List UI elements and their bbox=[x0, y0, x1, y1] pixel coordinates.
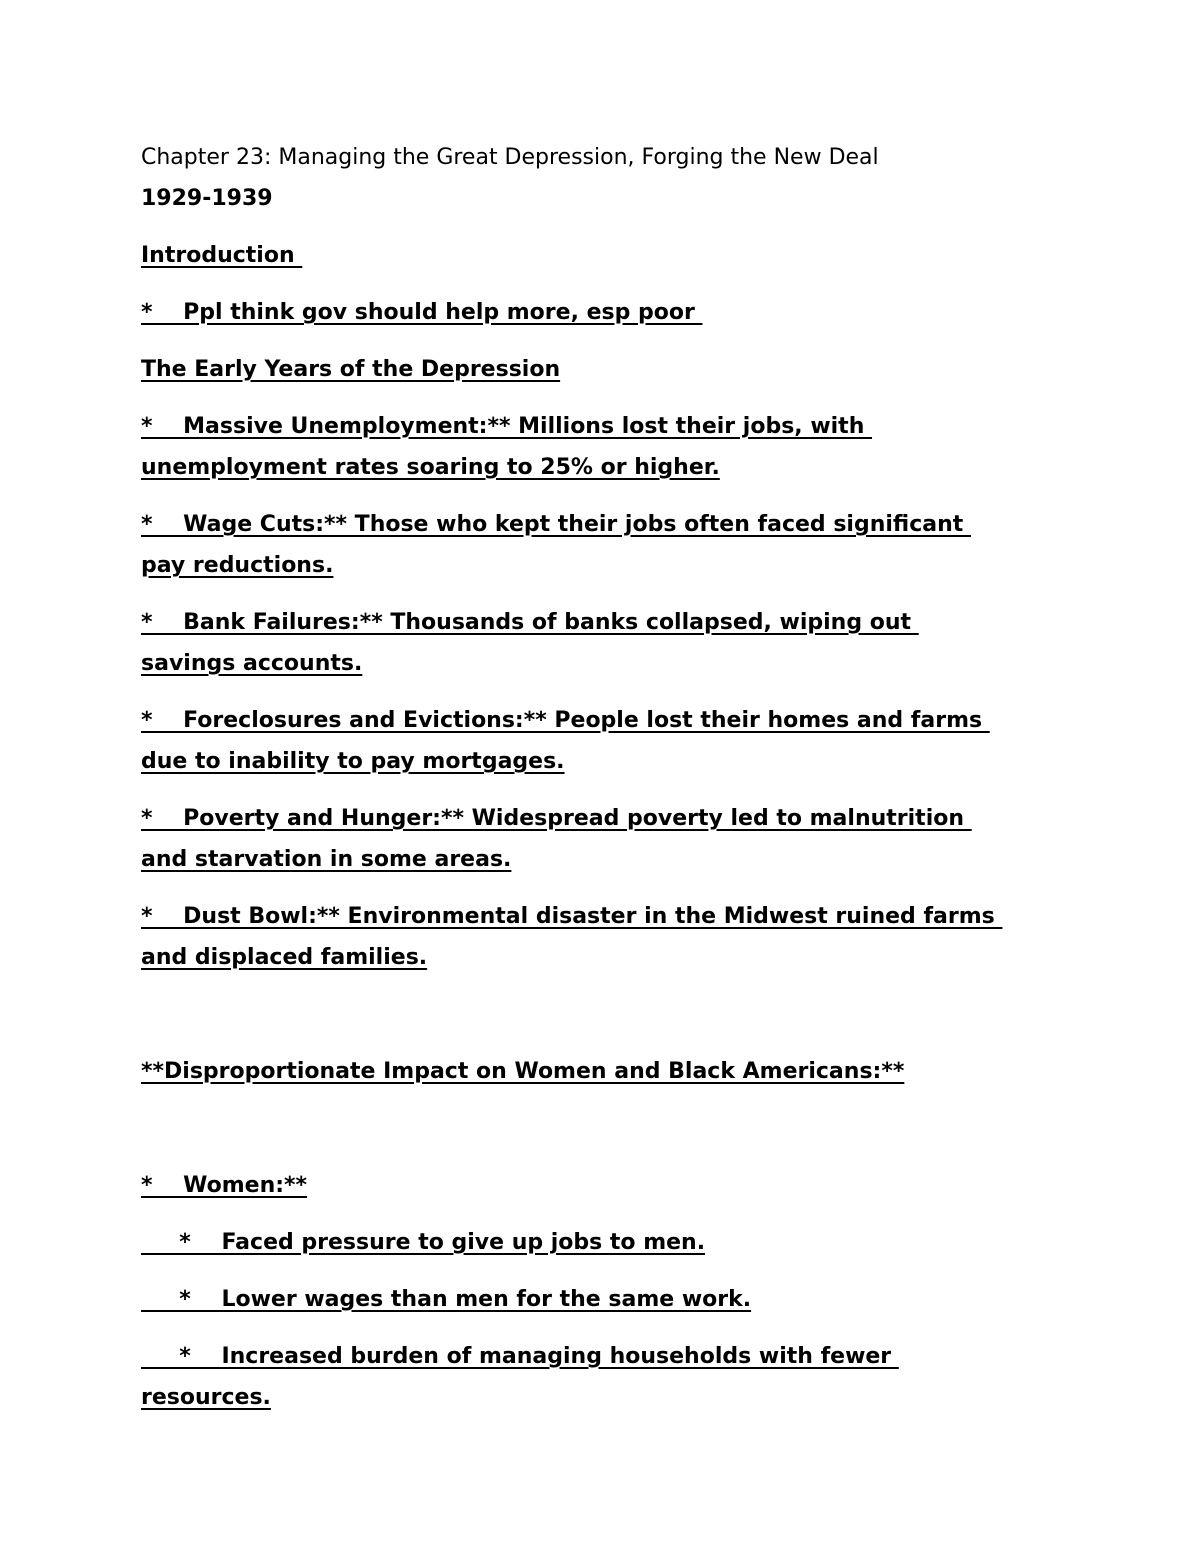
document-page bbox=[141, 137, 1061, 1418]
bullet-line: savings accounts. bbox=[141, 651, 363, 676]
bullet-dust-bowl bbox=[141, 896, 1061, 978]
bullet-unemployment bbox=[141, 406, 1061, 488]
impact-heading: **Disproportionate Impact on Women and Black Americans:** bbox=[141, 1059, 905, 1084]
women-bullet: * Women:** bbox=[141, 1173, 308, 1198]
women-sub-bullet-2 bbox=[141, 1279, 1061, 1320]
bullet-line: and starvation in some areas. bbox=[141, 847, 512, 872]
bullet-line: * Massive Unemployment:** Millions lost their jobs, with bbox=[141, 414, 873, 439]
bullet-wage-cuts bbox=[141, 504, 1061, 586]
sub-bullet-line: * Faced pressure to give up jobs to men. bbox=[141, 1230, 706, 1255]
women-sub-bullet-3 bbox=[141, 1336, 1061, 1418]
sub-bullet-line: * Increased burden of managing households with fewer bbox=[141, 1344, 899, 1369]
bullet-line: unemployment rates soaring to 25% or higher. bbox=[141, 455, 720, 480]
bullet-line: and displaced families. bbox=[141, 945, 428, 970]
bullet-line: due to inability to pay mortgages. bbox=[141, 749, 565, 774]
bullet-line: * Dust Bowl:** Environmental disaster in the Midwest ruined farms bbox=[141, 904, 1003, 929]
bullet-line: pay reductions. bbox=[141, 553, 334, 578]
bullet-line: * Foreclosures and Evictions:** People lost their homes and farms bbox=[141, 708, 990, 733]
bullet-poverty bbox=[141, 798, 1061, 880]
introduction-heading: Introduction bbox=[141, 243, 303, 268]
early-years-heading: The Early Years of the Depression bbox=[141, 357, 561, 382]
bullet-line: * Wage Cuts:** Those who kept their jobs often faced significant bbox=[141, 512, 971, 537]
chapter-title-line-2: 1929-1939 bbox=[141, 186, 273, 211]
bullet-line: * Poverty and Hunger:** Widespread poverty led to malnutrition bbox=[141, 806, 972, 831]
bullet-line: * Bank Failures:** Thousands of banks collapsed, wiping out bbox=[141, 610, 919, 635]
sub-bullet-line: * Lower wages than men for the same work. bbox=[141, 1287, 752, 1312]
chapter-title-line-1: Chapter 23: Managing the Great Depression, Forging the New Deal bbox=[141, 145, 879, 170]
intro-bullet: * Ppl think gov should help more, esp poor bbox=[141, 300, 703, 325]
bullet-bank-failures bbox=[141, 602, 1061, 684]
bullet-foreclosures bbox=[141, 700, 1061, 782]
women-sub-bullet-1 bbox=[141, 1222, 1061, 1263]
sub-bullet-line: resources. bbox=[141, 1385, 271, 1410]
